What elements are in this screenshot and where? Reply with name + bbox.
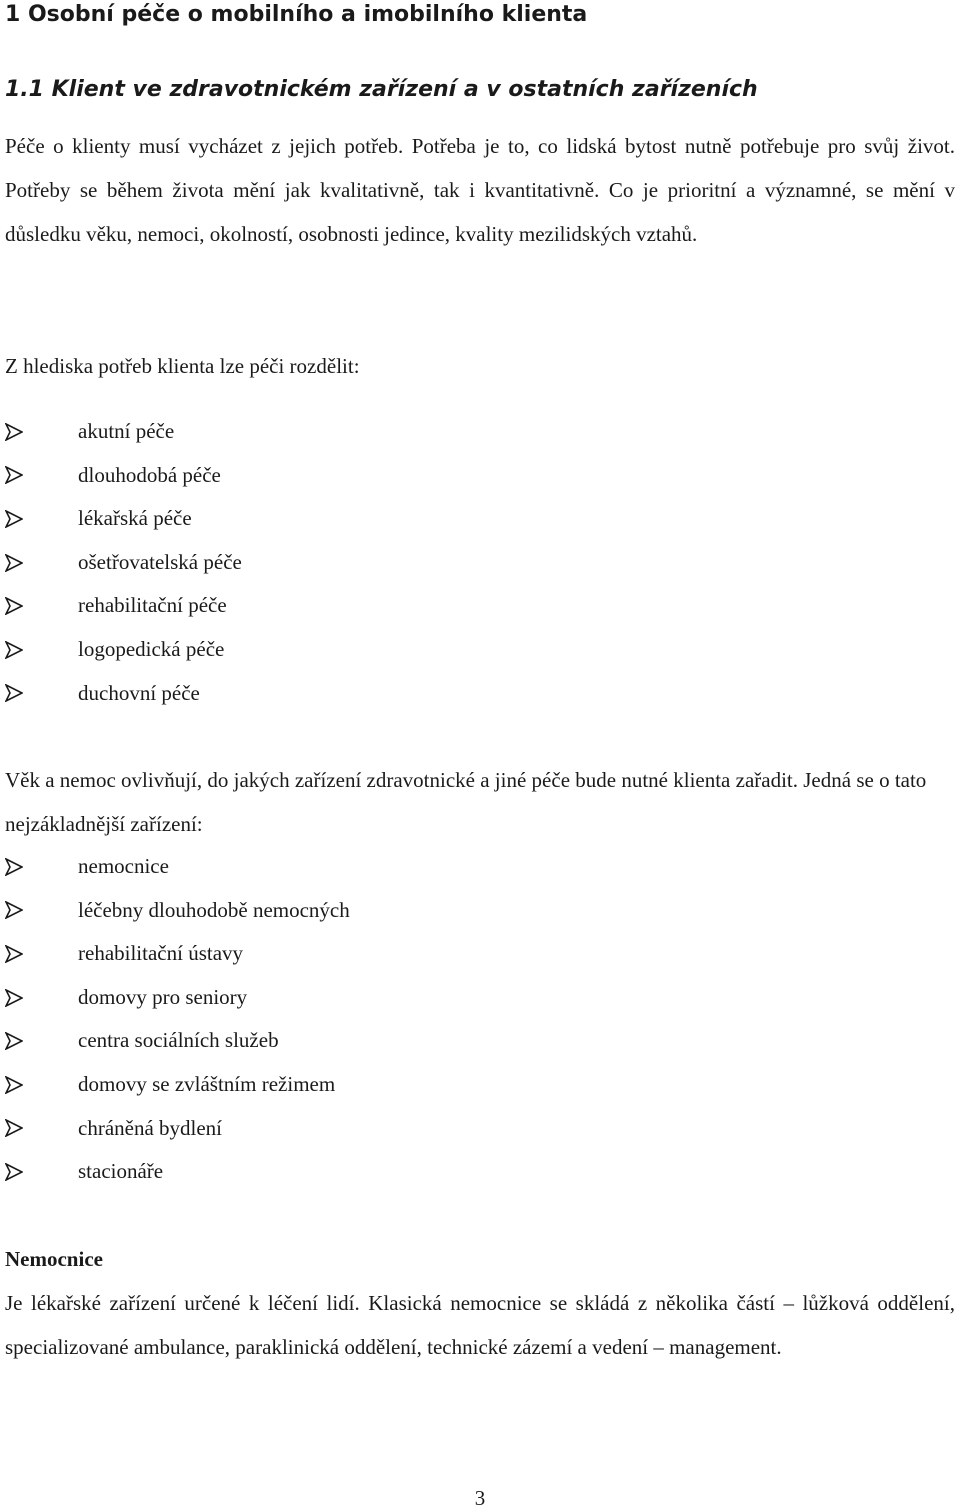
section-heading: 1.1 Klient ve zdravotnickém zařízení a v ostatních zařízeních (5, 77, 758, 102)
chapter-heading: 1 Osobní péče o mobilního a imobilního klienta (5, 2, 588, 27)
arrowhead-bullet-icon (5, 454, 29, 498)
care-types-intro: Z hlediska potřeb klienta lze péči rozdělit: (5, 354, 360, 378)
list-item-text: léčebny dlouhodobě nemocných (78, 897, 350, 922)
list-item (5, 454, 242, 498)
list-item (5, 1150, 350, 1194)
list-item (5, 976, 350, 1020)
arrowhead-bullet-icon (5, 672, 29, 716)
list-item-text: akutní péče (78, 419, 175, 443)
arrowhead-bullet-icon (5, 497, 29, 541)
arrowhead-bullet-icon (5, 889, 29, 933)
list-item-text: rehabilitační péče (78, 593, 227, 618)
list-item (5, 1063, 350, 1107)
list-item-text: dlouhodobá péče (78, 462, 221, 487)
arrowhead-bullet-icon (5, 976, 29, 1020)
arrowhead-bullet-icon (5, 1063, 29, 1107)
list-item-text: lékařská péče (78, 506, 192, 531)
list-item (5, 584, 242, 628)
arrowhead-bullet-icon (5, 410, 29, 454)
list-item-text: centra sociálních služeb (78, 1028, 279, 1053)
list-item (5, 932, 350, 976)
arrowhead-bullet-icon (5, 1107, 29, 1151)
arrowhead-bullet-icon (5, 584, 29, 628)
list-item (5, 1019, 350, 1063)
arrowhead-bullet-icon (5, 1019, 29, 1063)
list-item (5, 889, 350, 933)
hospital-subheading: Nemocnice (5, 1247, 103, 1271)
arrowhead-bullet-icon (5, 1150, 29, 1194)
intro-paragraph: Péče o klienty musí vycházet z jejich potřeb. Potřeba je to, co lidská bytost nutně potřebuje pro svůj život. Potřeby se během života mění jak kvalitativně, tak i kvantitativně. Co je prioritní a významné, se mění v důsledku věku, nemoci, okolností, osobnosti jedince, kvality mezilidských vztahů. (5, 134, 955, 246)
list-item (5, 541, 242, 585)
arrowhead-bullet-icon (5, 932, 29, 976)
list-item-text: chráněná bydlení (78, 1115, 223, 1140)
care-types-list (5, 410, 242, 715)
list-item (5, 1107, 350, 1151)
facilities-intro: Věk a nemoc ovlivňují, do jakých zařízení zdravotnické a jiné péče bude nutné klienta zařadit. Jedná se o tato nejzákladnější zařízení: (5, 768, 927, 836)
arrowhead-bullet-icon (5, 628, 29, 672)
list-item (5, 672, 242, 716)
list-item-text: logopedická péče (78, 636, 225, 661)
arrowhead-bullet-icon (5, 845, 29, 889)
list-item (5, 410, 242, 454)
list-item (5, 497, 242, 541)
list-item-text: duchovní péče (78, 680, 200, 705)
list-item (5, 628, 242, 672)
list-item-text: domovy se zvláštním režimem (78, 1071, 336, 1096)
page-number: 3 (474, 1486, 486, 1510)
list-item-text: ošetřovatelská péče (78, 549, 242, 574)
list-item-text: rehabilitační ústavy (78, 941, 244, 966)
hospital-paragraph: Je lékařské zařízení určené k léčení lidí. Klasická nemocnice se skládá z několika částí – lůžková oddělení, specializované ambulance, paraklinická oddělení, technické zázemí a vedení – management. (5, 1291, 955, 1359)
arrowhead-bullet-icon (5, 541, 29, 585)
list-item (5, 845, 350, 889)
facilities-list (5, 845, 350, 1194)
list-item-text: nemocnice (78, 854, 169, 878)
list-item-text: domovy pro seniory (78, 984, 248, 1009)
list-item-text: stacionáře (78, 1159, 164, 1184)
